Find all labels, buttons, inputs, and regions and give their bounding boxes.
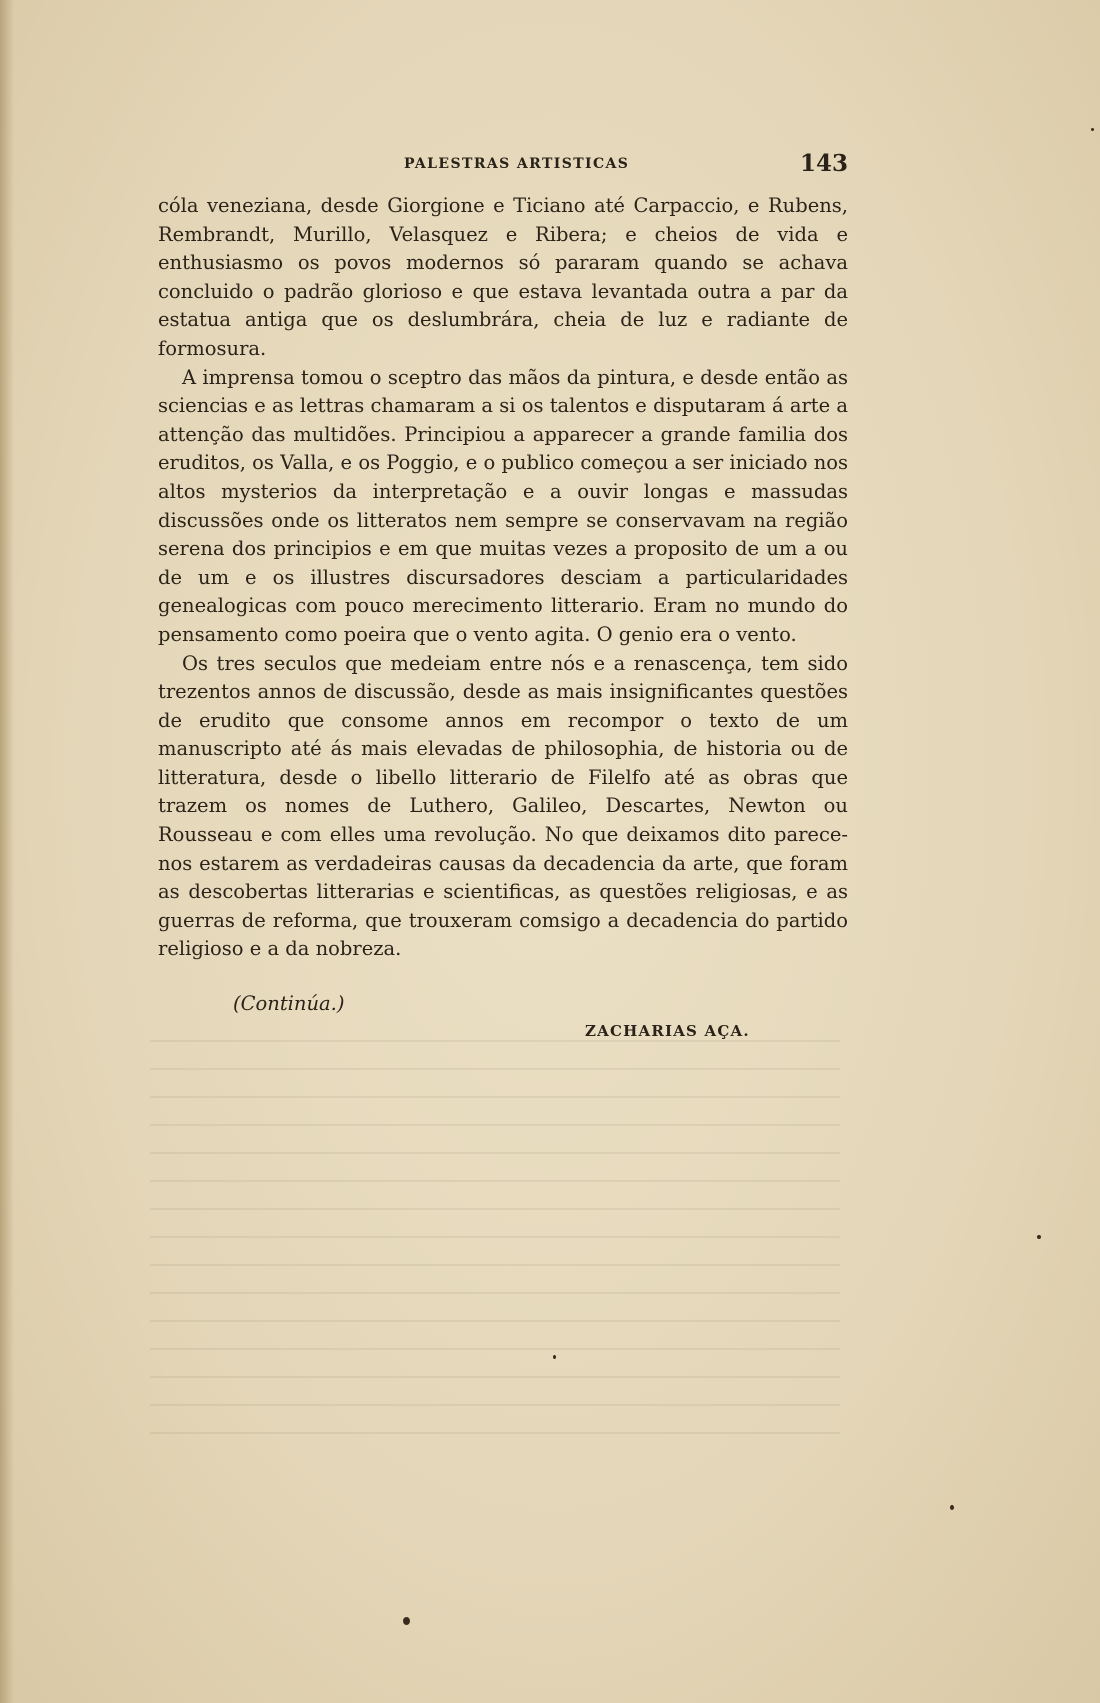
paragraph-1: cóla veneziana, desde Giorgione e Ticiano até Carpaccio, e Rubens, Rembrandt, Murillo, Velasquez e Ribera; e cheios de vida e enthusiasmo os povos modernos só pararam quando se achava concluido o padrão glorioso e que estava levantada outra a par da estatua antiga que os deslumbrára, cheia de luz e radiante de formosura. [158,194,848,360]
continua-note: (Continúa.) [233,992,345,1015]
page-header [158,150,848,182]
ink-speck [950,1505,954,1510]
page-number: 143 [799,150,848,177]
paragraph-2: A imprensa tomou o sceptro das mãos da pintura, e desde então as sciencias e as lettras chamaram a si os talentos e disputaram á arte a attenção das multidões. Principiou a apparecer a grande familia dos eruditos, os Valla, e os Poggio, e o publico começou a ser iniciado nos altos mysterios da interpretação e a ouvir longas e massudas discussões onde os litteratos nem sempre se conservavam na região serena dos principios e em que muitas vezes a proposito de um a ou de um e os illustres discursadores desciam a particularidades genealogicas com pouco merecimento litterario. Eram no mundo do pensamento como poeira que o vento agita. O genio era o vento. [158,365,848,646]
page-gutter-shadow [0,0,14,1703]
author-signature: ZACHARIAS AÇA. [585,1022,750,1040]
body-text [158,192,848,964]
ink-speck [1091,128,1094,131]
paragraph-3: Os tres seculos que medeiam entre nós e a renascença, tem sido trezentos annos de discussão, desde as mais insignificantes questões de erudito que consome annos em recompor o texto de um manuscripto até ás mais elevadas de philosophia, de historia ou de litteratura, desde o libello litterario de Filelfo até as obras que trazem os nomes de Luthero, Galileo, Descartes, Newton ou Rousseau e com elles uma revolução. No que deixamos dito parece-nos estarem as verdadeiras causas da decadencia da arte, que foram as descobertas litterarias e scientificas, as questões religiosas, e as guerras de reforma, que trouxeram comsigo a decadencia do partido religioso e a da nobreza. [158,651,848,961]
running-title: PALESTRAS ARTISTICAS [404,156,630,172]
bleed-through-texture [150,1040,840,1460]
ink-speck [1037,1235,1041,1239]
ink-speck [403,1617,410,1625]
ink-speck [553,1355,556,1359]
